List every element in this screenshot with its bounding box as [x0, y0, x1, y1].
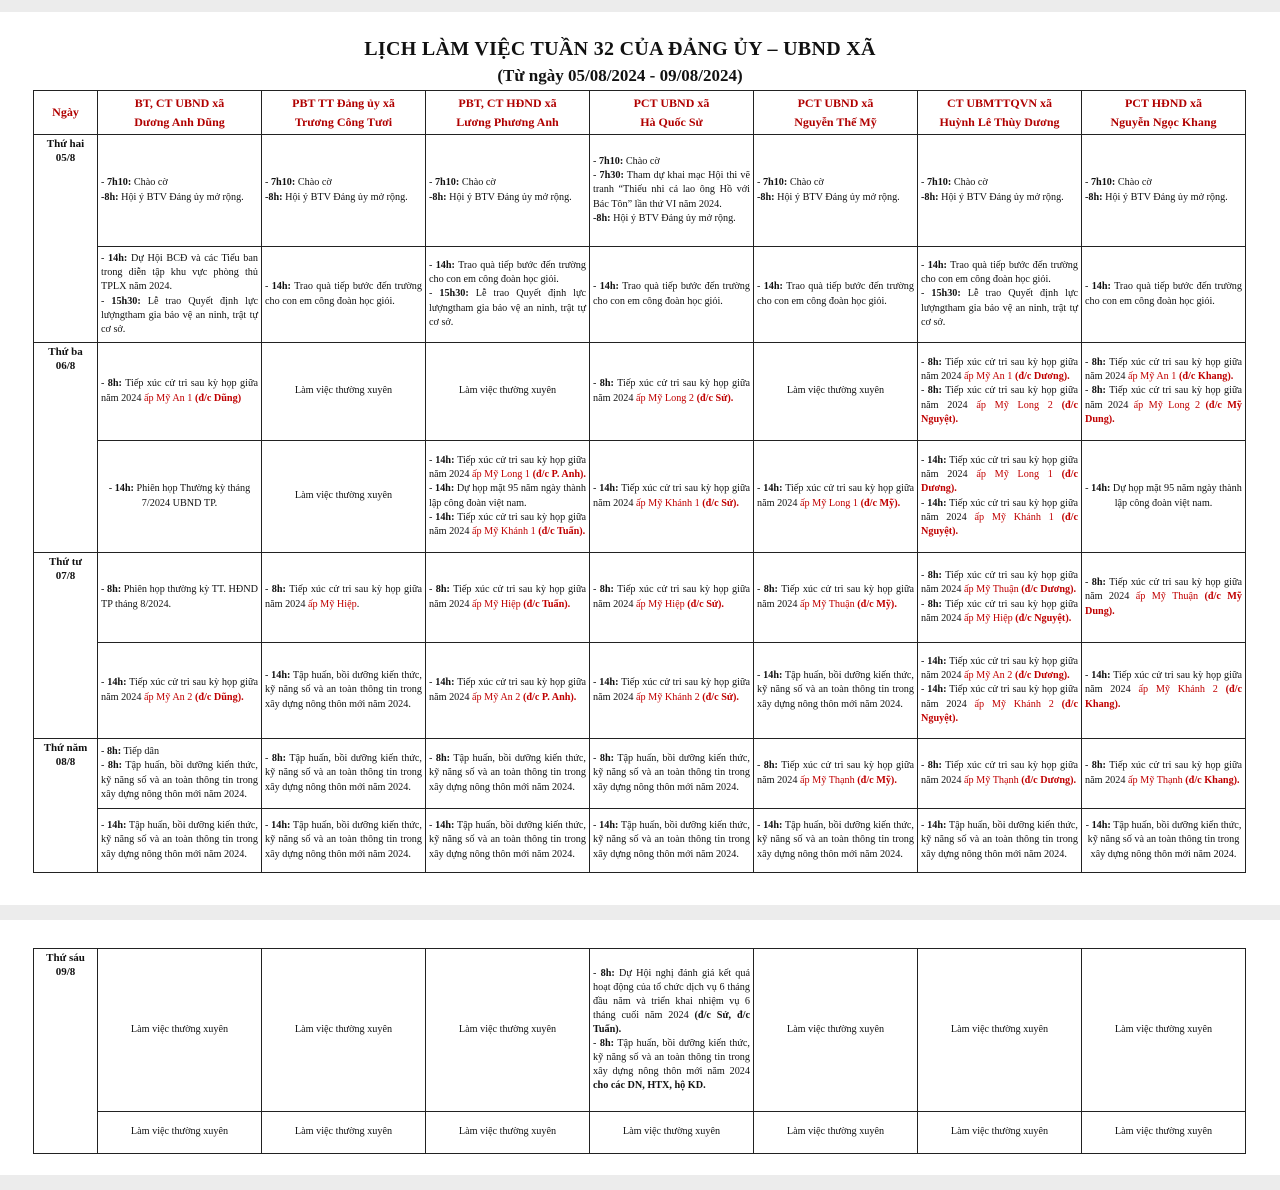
cell: - 8h: Tiếp xúc cử tri sau kỳ họp giữa năm 2024 ấp Mỹ An 1 (đ/c Dũng) [98, 343, 262, 441]
cell: - 14h: Tập huấn, bồi dưỡng kiến thức, kỹ năng số và an toàn thông tin trong xây dựng nông thôn mới năm 2024. [590, 809, 754, 873]
table-row [34, 1112, 1246, 1154]
page-title: LỊCH LÀM VIỆC TUẦN 32 CỦA ĐẢNG ỦY – UBND XÃ [364, 38, 876, 60]
cell: - 14h: Tiếp xúc cử tri sau kỳ họp giữa năm 2024 ấp Mỹ Khánh 1 (đ/c Sử). [590, 441, 754, 553]
cell: - 14h: Phiên họp Thường kỳ tháng 7/2024 UBND TP. [98, 441, 262, 553]
cell: Làm việc thường xuyên [754, 343, 918, 441]
cell: - 8h: Tiếp xúc cử tri sau kỳ họp giữa năm 2024 ấp Mỹ Thạnh (đ/c Mỹ). [754, 739, 918, 809]
cell: - 14h: Tập huấn, bồi dưỡng kiến thức, kỹ năng số và an toàn thông tin trong xây dựng nông thôn mới năm 2024. [262, 643, 426, 739]
cell: Làm việc thường xuyên [426, 949, 590, 1112]
day-wednesday: Thứ tư 07/8 [34, 553, 98, 739]
cell: Làm việc thường xuyên [918, 1112, 1082, 1154]
cell: - 14h: Tập huấn, bồi dưỡng kiến thức, kỹ năng số và an toàn thông tin trong xây dựng nông thôn mới năm 2024. [754, 809, 918, 873]
table-row [34, 739, 1246, 809]
cell: - 7h10: Chào cờ -8h: Hội ý BTV Đảng ủy mở rộng. [1082, 135, 1246, 247]
header-row [34, 91, 1246, 135]
cell: - 7h10: Chào cờ -8h: Hội ý BTV Đảng ủy mở rộng. [754, 135, 918, 247]
cell: - 8h: Tiếp xúc cử tri sau kỳ họp giữa năm 2024 ấp Mỹ Long 2 (đ/c Sử). [590, 343, 754, 441]
table-row [34, 553, 1246, 643]
cell: - 14h: Tiếp xúc cử tri sau kỳ họp giữa năm 2024 ấp Mỹ Long 1 (đ/c Dương). - 14h: Tiếp xúc cử tri sau kỳ họp giữa năm 2024 ấp Mỹ Khánh 1 (đ/c Nguyệt). [918, 441, 1082, 553]
schedule-page-1 [0, 12, 1280, 905]
day-tuesday: Thứ ba 06/8 [34, 343, 98, 553]
cell: - 8h: Tiếp xúc cử tri sau kỳ họp giữa năm 2024 ấp Mỹ An 1 (đ/c Khang). - 8h: Tiếp xúc cử tri sau kỳ họp giữa năm 2024 ấp Mỹ Long 2 (đ/c Mỹ Dung). [1082, 343, 1246, 441]
cell: - 14h: Tập huấn, bồi dưỡng kiến thức, kỹ năng số và an toàn thông tin trong xây dựng nông thôn mới năm 2024. [1082, 809, 1246, 873]
cell: - 14h: Tiếp xúc cử tri sau kỳ họp giữa năm 2024 ấp Mỹ An 2 (đ/c Dũng). [98, 643, 262, 739]
table-row [34, 135, 1246, 247]
cell: - 14h: Trao quà tiếp bước đến trường cho con em công đoàn học giỏi. [590, 247, 754, 343]
cell: Làm việc thường xuyên [262, 949, 426, 1112]
cell: - 14h: Tiếp xúc cử tri sau kỳ họp giữa năm 2024 ấp Mỹ Long 1 (đ/c P. Anh). - 14h: Dự họp mặt 95 năm ngày thành lập công đoàn việt nam. - 14h: Tiếp xúc cử tri sau kỳ họp giữa năm 2024 ấp Mỹ Khánh 1 (đ/c Tuấn). [426, 441, 590, 553]
cell: - 14h: Trao quà tiếp bước đến trường cho con em công đoàn học giỏi. [262, 247, 426, 343]
cell: - 8h: Tập huấn, bồi dưỡng kiến thức, kỹ năng số và an toàn thông tin trong xây dựng nông thôn mới năm 2024. [590, 739, 754, 809]
header-col-5: PCT UBND xã Nguyễn Thế Mỹ [754, 91, 918, 135]
cell: Làm việc thường xuyên [1082, 949, 1246, 1112]
cell: - 14h: Dự họp mặt 95 năm ngày thành lập công đoàn việt nam. [1082, 441, 1246, 553]
cell: - 8h: Tiếp xúc cử tri sau kỳ họp giữa năm 2024 ấp Mỹ Thuận (đ/c Mỹ). [754, 553, 918, 643]
header-col-1: BT, CT UBND xã Dương Anh Dũng [98, 91, 262, 135]
cell: - 8h: Tiếp xúc cử tri sau kỳ họp giữa năm 2024 ấp Mỹ Thạnh (đ/c Dương). [918, 739, 1082, 809]
cell: Làm việc thường xuyên [754, 949, 918, 1112]
table-row [34, 247, 1246, 343]
day-thursday: Thứ năm 08/8 [34, 739, 98, 873]
cell: - 14h: Tiếp xúc cử tri sau kỳ họp giữa năm 2024 ấp Mỹ An 2 (đ/c P. Anh). [426, 643, 590, 739]
cell: - 14h: Trao quà tiếp bước đến trường cho con em công đoàn học giỏi. - 15h30: Lễ trao Quyết định lực lượngtham gia bảo vệ an ninh, trật tự cơ sở. [918, 247, 1082, 343]
cell: - 8h: Tiếp xúc cử tri sau kỳ họp giữa năm 2024 ấp Mỹ Hiệp. [262, 553, 426, 643]
cell: Làm việc thường xuyên [262, 441, 426, 553]
cell: Làm việc thường xuyên [98, 1112, 262, 1154]
cell: - 8h: Phiên họp thường kỳ TT. HĐND TP tháng 8/2024. [98, 553, 262, 643]
header-col-6: CT UBMTTQVN xã Huỳnh Lê Thùy Dương [918, 91, 1082, 135]
cell: - 14h: Tập huấn, bồi dưỡng kiến thức, kỹ năng số và an toàn thông tin trong xây dựng nông thôn mới năm 2024. [426, 809, 590, 873]
header-day: Ngày [34, 91, 98, 135]
header-col-3: PBT, CT HĐND xã Lương Phương Anh [426, 91, 590, 135]
cell: Làm việc thường xuyên [918, 949, 1082, 1112]
header-col-7: PCT HĐND xã Nguyễn Ngọc Khang [1082, 91, 1246, 135]
cell: Làm việc thường xuyên [1082, 1112, 1246, 1154]
table-row [34, 809, 1246, 873]
cell: - 14h: Dự Hội BCĐ và các Tiểu ban trong diễn tập khu vực phòng thủ TPLX năm 2024. - 15h30: Lễ trao Quyết định lực lượngtham gia bảo vệ an ninh, trật tự cơ sở. [98, 247, 262, 343]
day-friday: Thứ sáu 09/8 [34, 949, 98, 1154]
cell: - 14h: Tiếp xúc cử tri sau kỳ họp giữa năm 2024 ấp Mỹ Khánh 2 (đ/c Sử). [590, 643, 754, 739]
cell: - 14h: Tập huấn, bồi dưỡng kiến thức, kỹ năng số và an toàn thông tin trong xây dựng nông thôn mới năm 2024. [262, 809, 426, 873]
cell: Làm việc thường xuyên [262, 1112, 426, 1154]
cell: - 8h: Tiếp xúc cử tri sau kỳ họp giữa năm 2024 ấp Mỹ An 1 (đ/c Dương). - 8h: Tiếp xúc cử tri sau kỳ họp giữa năm 2024 ấp Mỹ Long 2 (đ/c Nguyệt). [918, 343, 1082, 441]
cell: Làm việc thường xuyên [426, 1112, 590, 1154]
header-col-2: PBT TT Đảng ủy xã Trương Công Tươi [262, 91, 426, 135]
cell: - 7h10: Chào cờ - 7h30: Tham dự khai mạc Hội thi vẽ tranh “Thiếu nhi cả lao ông Hồ với Bác Tôn” lần thứ VI năm 2024. -8h: Hội ý BTV Đảng ủy mở rộng. [590, 135, 754, 247]
cell: - 14h: Tập huấn, bồi dưỡng kiến thức, kỹ năng số và an toàn thông tin trong xây dựng nông thôn mới năm 2024. [98, 809, 262, 873]
schedule-table [33, 90, 1246, 873]
schedule-page-2 [0, 920, 1280, 1175]
table-row [34, 643, 1246, 739]
table-row [34, 441, 1246, 553]
cell: Làm việc thường xuyên [426, 343, 590, 441]
cell: - 7h10: Chào cờ -8h: Hội ý BTV Đảng ủy mở rộng. [262, 135, 426, 247]
day-monday: Thứ hai 05/8 [34, 135, 98, 343]
cell: Làm việc thường xuyên [262, 343, 426, 441]
cell: - 14h: Trao quà tiếp bước đến trường cho con em công đoàn học giỏi. [754, 247, 918, 343]
cell: - 8h: Tiếp dân - 8h: Tập huấn, bồi dưỡng kiến thức, kỹ năng số và an toàn thông tin trong xây dựng nông thôn mới năm 2024. [98, 739, 262, 809]
cell: - 7h10: Chào cờ -8h: Hội ý BTV Đảng ủy mở rộng. [918, 135, 1082, 247]
cell: - 8h: Tiếp xúc cử tri sau kỳ họp giữa năm 2024 ấp Mỹ Hiệp (đ/c Tuấn). [426, 553, 590, 643]
page-subtitle: (Từ ngày 05/08/2024 - 09/08/2024) [497, 66, 743, 85]
cell: Làm việc thường xuyên [590, 1112, 754, 1154]
table-row [34, 343, 1246, 441]
cell: - 8h: Tiếp xúc cử tri sau kỳ họp giữa năm 2024 ấp Mỹ Thuận (đ/c Dương). - 8h: Tiếp xúc cử tri sau kỳ họp giữa năm 2024 ấp Mỹ Hiệp (đ/c Nguyệt). [918, 553, 1082, 643]
cell: - 14h: Tiếp xúc cử tri sau kỳ họp giữa năm 2024 ấp Mỹ Long 1 (đ/c Mỹ). [754, 441, 918, 553]
schedule-table-continued [33, 948, 1246, 1154]
cell: - 8h: Tập huấn, bồi dưỡng kiến thức, kỹ năng số và an toàn thông tin trong xây dựng nông thôn mới năm 2024. [262, 739, 426, 809]
cell: - 14h: Trao quà tiếp bước đến trường cho con em công đoàn học giỏi. [1082, 247, 1246, 343]
cell: - 14h: Tiếp xúc cử tri sau kỳ họp giữa năm 2024 ấp Mỹ An 2 (đ/c Dương). - 14h: Tiếp xúc cử tri sau kỳ họp giữa năm 2024 ấp Mỹ Khánh 2 (đ/c Nguyệt). [918, 643, 1082, 739]
cell: - 8h: Tiếp xúc cử tri sau kỳ họp giữa năm 2024 ấp Mỹ Thuận (đ/c Mỹ Dung). [1082, 553, 1246, 643]
cell: - 14h: Tiếp xúc cử tri sau kỳ họp giữa năm 2024 ấp Mỹ Khánh 2 (đ/c Khang). [1082, 643, 1246, 739]
cell: Làm việc thường xuyên [754, 1112, 918, 1154]
cell: - 14h: Tập huấn, bồi dưỡng kiến thức, kỹ năng số và an toàn thông tin trong xây dựng nông thôn mới năm 2024. [918, 809, 1082, 873]
cell: - 8h: Tập huấn, bồi dưỡng kiến thức, kỹ năng số và an toàn thông tin trong xây dựng nông thôn mới năm 2024. [426, 739, 590, 809]
cell: - 14h: Trao quà tiếp bước đến trường cho con em công đoàn học giỏi. - 15h30: Lễ trao Quyết định lực lượngtham gia bảo vệ an ninh, trật tự cơ sở. [426, 247, 590, 343]
cell: - 14h: Tập huấn, bồi dưỡng kiến thức, kỹ năng số và an toàn thông tin trong xây dựng nông thôn mới năm 2024. [754, 643, 918, 739]
cell: - 8h: Tiếp xúc cử tri sau kỳ họp giữa năm 2024 ấp Mỹ Hiệp (đ/c Sử). [590, 553, 754, 643]
table-row [34, 949, 1246, 1112]
header-col-4: PCT UBND xã Hà Quốc Sử [590, 91, 754, 135]
cell: - 7h10: Chào cờ -8h: Hội ý BTV Đảng ủy mở rộng. [426, 135, 590, 247]
cell: - 8h: Dự Hội nghị đánh giá kết quả hoạt động của tổ chức dịch vụ 6 tháng đầu năm và triển khai nhiệm vụ 6 tháng cuối năm 2024 (đ/c Sử, đ/c Tuấn). - 8h: Tập huấn, bồi dưỡng kiến thức, kỹ năng số và an toàn thông tin trong xây dựng nông thôn mới năm 2024 cho các DN, HTX, hộ KD. [590, 949, 754, 1112]
cell: - 8h: Tiếp xúc cử tri sau kỳ họp giữa năm 2024 ấp Mỹ Thạnh (đ/c Khang). [1082, 739, 1246, 809]
cell: - 7h10: Chào cờ -8h: Hội ý BTV Đảng ủy mở rộng. [98, 135, 262, 247]
cell: Làm việc thường xuyên [98, 949, 262, 1112]
